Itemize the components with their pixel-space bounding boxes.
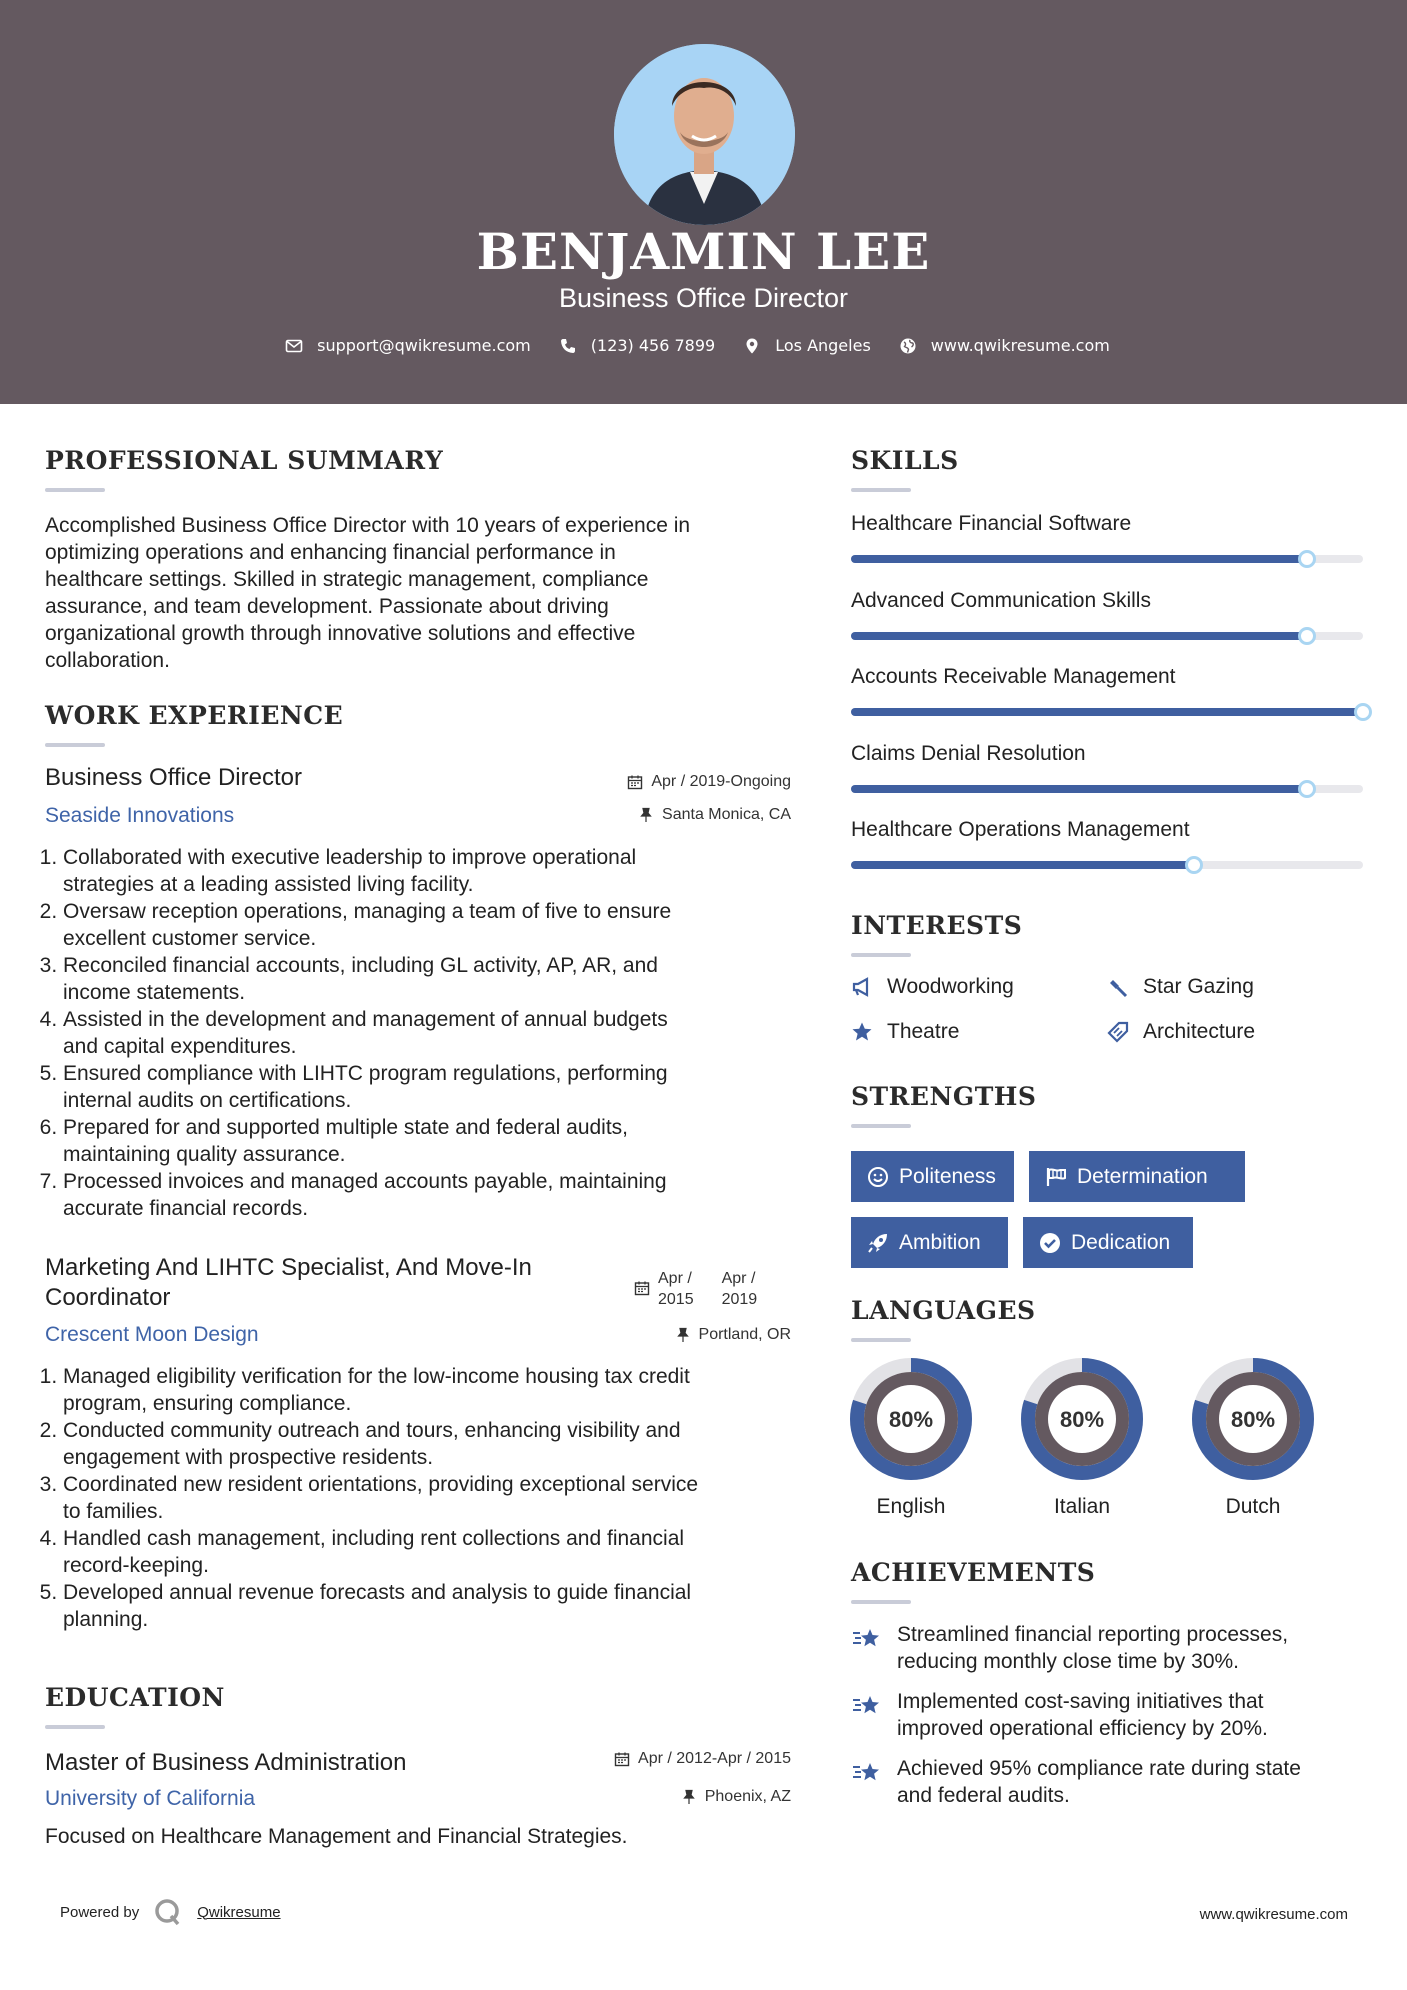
list-item: 5. Developed annual revenue forecasts and analysis to guide financial planning. [63,1579,800,1633]
resume-header [0,0,1407,404]
education-date [614,1750,791,1768]
language-ring [1191,1357,1315,1481]
achievement-item [851,1621,1381,1675]
skill-bar-knob [1298,627,1316,645]
location-text: Los Angeles [775,336,871,355]
gavel-icon [1107,976,1129,998]
skill-bar [851,785,1363,793]
interest-label: Woodworking [887,975,1014,998]
qwikresume-logo-icon [153,1897,183,1927]
skill-bar-knob [1298,780,1316,798]
profile-photo [614,44,795,225]
interests-heading: INTERESTS [851,911,1023,940]
job-responsibilities [45,844,790,1222]
avatar [614,44,795,225]
megaphone-icon [851,976,873,998]
strength-badge [1029,1151,1245,1202]
list-item: 2. Oversaw reception operations, managing a team of five to ensure excellent customer service. [63,898,790,952]
interest-item [1107,1020,1255,1044]
list-item: 3. Coordinated new resident orientations, providing exceptional service to families. [63,1471,800,1525]
achievements-heading: ACHIEVEMENTS [851,1558,1096,1587]
job-location-text: Portland, OR [698,1326,791,1343]
skill-label: Advanced Communication Skills [851,588,1151,612]
interests-underline [851,953,911,957]
strength-label: Politeness [899,1164,996,1188]
summary-underline [45,488,105,492]
achievement-item [851,1688,1381,1742]
language-name: Italian [1053,1495,1111,1518]
education-description: Focused on Healthcare Management and Financial Strategies. [45,1825,628,1848]
language-ring [1020,1357,1144,1481]
interest-label: Star Gazing [1143,975,1254,998]
summary-line: collaboration. [45,649,170,672]
skill-bar-fill [851,708,1363,716]
skill-bar-knob [1354,703,1372,721]
skill-label: Accounts Receivable Management [851,665,1176,688]
strengths-underline [851,1124,911,1128]
pushpin-icon [638,807,654,823]
interest-item [851,975,1014,999]
envelope-icon [285,337,303,355]
contact-website[interactable] [899,336,1110,355]
job-date [634,1268,757,1310]
summary-line: Accomplished Business Office Director with 10 years of experience in [45,514,691,537]
list-item: 1. Managed eligibility verification for the low-income housing tax credit program, ensuring compliance. [63,1363,800,1417]
footer-website[interactable]: www.qwikresume.com [1199,1906,1348,1923]
language-percent: 80% [888,1407,934,1432]
language-item [1020,1357,1144,1519]
job-date-start: Apr / 2015 [658,1270,694,1308]
skill-bar [851,708,1363,716]
education-underline [45,1725,105,1729]
skills-heading: SKILLS [851,446,959,475]
check-circle-icon [1039,1232,1061,1254]
skill-bar-fill [851,785,1307,793]
achievement-text: Streamlined financial reporting processes, reducing monthly close time by 30%. [897,1623,1289,1673]
pushpin-icon [681,1789,697,1805]
strength-badge [851,1151,1014,1202]
candidate-name: BENJAMIN LEE [476,222,931,281]
list-item: 6. Prepared for and supported multiple state and federal audits, maintaining quality assurance. [63,1114,790,1168]
skill-label: Healthcare Financial Software [851,512,1132,535]
job-title [45,1253,625,1313]
language-item [849,1357,973,1519]
language-ring [849,1357,973,1481]
map-pin-icon [743,337,761,355]
website-text: www.qwikresume.com [930,336,1110,355]
summary-line: optimizing operations and enhancing financial performance in [45,541,616,564]
list-item: 7. Processed invoices and managed accounts payable, maintaining accurate financial records. [63,1168,790,1222]
education-date-text: Apr / 2012-Apr / 2015 [638,1750,791,1767]
work-heading: WORK EXPERIENCE [45,701,344,730]
skill-label: Healthcare Operations Management [851,818,1190,841]
pushpin-icon [675,1327,691,1343]
language-name: Dutch [1225,1495,1281,1518]
skill-label: Claims Denial Resolution [851,741,1086,765]
shooting-star-icon [851,1757,883,1789]
job-location-text: Santa Monica, CA [662,806,791,823]
job-date-end: Apr / 2019 [721,1270,758,1308]
list-item: 5. Ensured compliance with LIHTC program regulations, performing internal audits on certifications. [63,1060,790,1114]
summary-line: organizational growth through innovative solutions and effective [45,622,636,645]
phone-text: (123) 456 7899 [590,336,716,355]
shooting-star-icon [851,1690,883,1722]
candidate-title: Business Office Director [558,283,849,313]
email-text: support@qwikresume.com [317,336,531,355]
list-item: 2. Conducted community outreach and tours, enhancing visibility and engagement with prospective residents. [63,1417,800,1471]
languages-heading: LANGUAGES [851,1296,1036,1325]
skill-bar-knob [1185,856,1203,874]
job-title-line: Coordinator [45,1284,171,1311]
language-item [1191,1357,1315,1519]
contact-location [743,336,871,355]
education-location [681,1788,791,1806]
interest-label: Architecture [1143,1020,1256,1043]
skills-underline [851,488,911,492]
flag-icon [1045,1166,1067,1188]
summary-text [45,512,785,674]
interest-label: Theatre [887,1020,960,1043]
smile-icon [867,1166,889,1188]
skill-bar-knob [1298,550,1316,568]
skill-bar-fill [851,555,1307,563]
shooting-star-icon [851,1623,883,1655]
strength-label: Determination [1077,1164,1208,1188]
achievement-text: Implemented cost-saving initiatives that improved operational efficiency by 20%. [897,1690,1268,1740]
education-location-text: Phoenix, AZ [704,1788,791,1805]
strength-badge [1023,1217,1193,1268]
phone-icon [559,337,577,355]
skill-bar-fill [851,632,1307,640]
work-underline [45,743,105,747]
calendar-icon [634,1280,650,1296]
contact-bar [0,336,1407,355]
school-name[interactable]: University of California [45,1787,256,1810]
contact-phone[interactable] [559,336,715,355]
strength-label: Ambition [899,1230,981,1254]
strengths-heading: STRENGTHS [851,1082,1037,1111]
footer-powered-by [60,1897,281,1927]
achievement-text: Achieved 95% compliance rate during state and federal audits. [897,1757,1301,1807]
degree-title: Master of Business Administration [45,1749,407,1776]
language-percent: 80% [1059,1407,1105,1432]
achievement-item [851,1755,1381,1809]
skill-bar [851,632,1363,640]
skill-bar [851,861,1363,869]
summary-line: healthcare settings. Skilled in strategic management, compliance [45,568,649,591]
interest-item [851,1020,959,1044]
job-company[interactable]: Seaside Innovations [45,804,235,827]
list-item: 1. Collaborated with executive leadership to improve operational strategies at a leading assisted living facility. [63,844,790,898]
languages-underline [851,1338,911,1342]
calendar-icon [627,774,643,790]
powered-by-text: Powered by [60,1903,140,1921]
rocket-icon [867,1232,889,1254]
education-heading: EDUCATION [45,1683,225,1712]
job-responsibilities [45,1363,800,1633]
job-title-line: Marketing And LIHTC Specialist, And Move-In [45,1254,532,1281]
tag-icon [1107,1021,1129,1043]
strength-label: Dedication [1071,1230,1171,1254]
list-item: 3. Reconciled financial accounts, including GL activity, AP, AR, and income statements. [63,952,790,1006]
skill-bar [851,555,1363,563]
skill-bar-fill [851,861,1194,869]
job-date [627,773,791,791]
list-item: 4. Assisted in the development and management of annual budgets and capital expenditures. [63,1006,790,1060]
job-title: Business Office Director [45,764,302,791]
globe-icon [899,337,917,355]
summary-heading: PROFESSIONAL SUMMARY [45,446,444,475]
calendar-icon [614,1751,630,1767]
job-location [638,806,791,824]
summary-line: assurance, and team development. Passionate about driving [45,595,609,618]
job-company[interactable]: Crescent Moon Design [45,1323,259,1346]
language-name: English [876,1495,946,1518]
list-item: 4. Handled cash management, including rent collections and financial record-keeping. [63,1525,800,1579]
interest-item [1107,975,1254,999]
achievements-underline [851,1600,911,1604]
strength-badge [851,1217,1008,1268]
star-icon [851,1021,873,1043]
language-percent: 80% [1230,1407,1276,1432]
brand-link[interactable]: Qwikresume [197,1903,281,1921]
contact-email[interactable] [285,336,531,355]
job-date-text: Apr / 2019-Ongoing [651,773,791,790]
job-location [675,1326,791,1344]
